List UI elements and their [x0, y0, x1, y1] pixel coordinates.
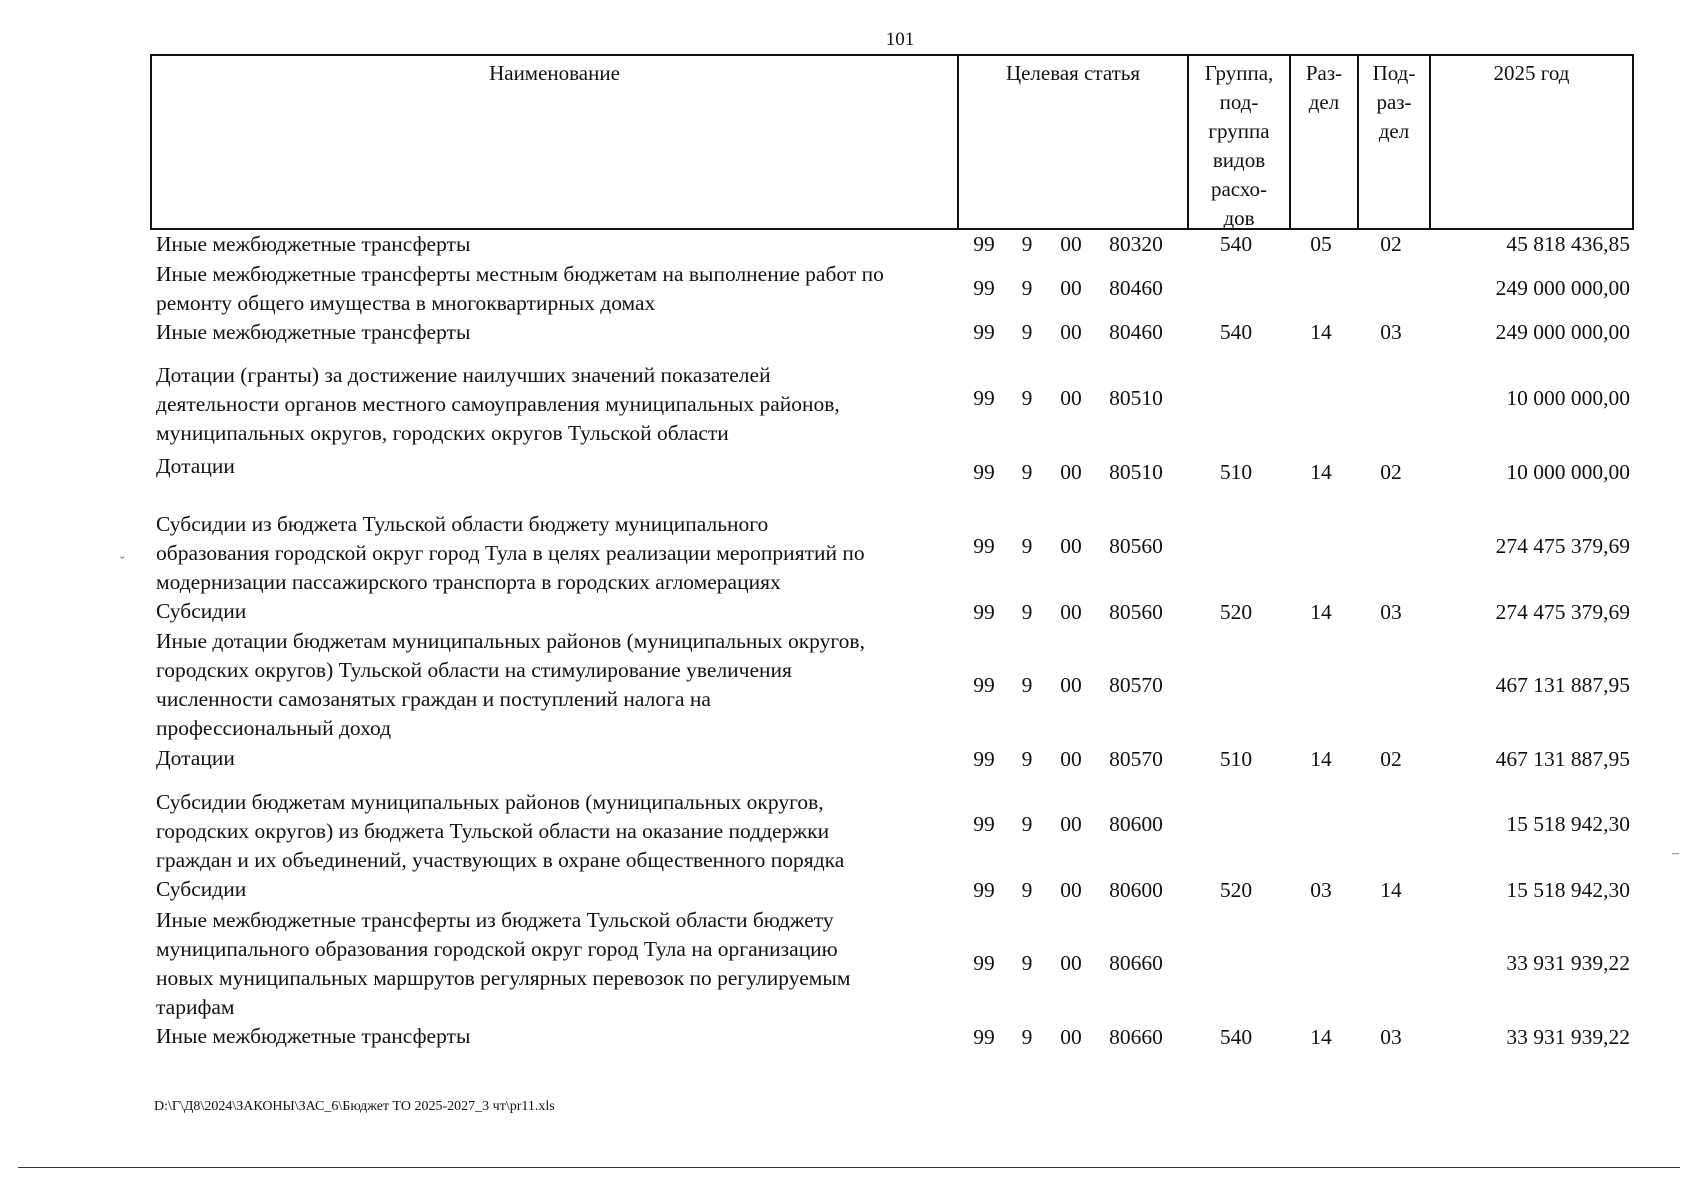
cell-group [1185, 259, 1287, 318]
margin-mark: – [1672, 846, 1679, 861]
row-name-line: ремонту общего имущества в многоквартирных домах [156, 291, 656, 315]
cell-amount: 274 475 379,69 [1495, 599, 1630, 624]
table-body [150, 230, 1634, 1052]
table-row [150, 744, 1634, 774]
header-name: Наименование [489, 61, 620, 85]
cell-subsection: 14 [1380, 877, 1402, 902]
row-name-line: Иные межбюджетные трансферты [156, 232, 471, 256]
cell-subsection: 03 [1380, 320, 1402, 344]
cell-section: 14 [1310, 599, 1332, 624]
table-row [150, 230, 1634, 259]
table-row [150, 627, 1634, 744]
header-group [1187, 56, 1289, 228]
cell-c3: 00 [1060, 1024, 1082, 1049]
cell-c4: 80570 [1109, 746, 1163, 771]
header-subsection-line: раз- [1376, 90, 1412, 114]
cell-c2: 9 [1021, 877, 1033, 902]
header-subsection-line: Под- [1372, 61, 1416, 85]
table-row [150, 905, 1634, 1022]
cell-section: 14 [1310, 320, 1332, 344]
cell-c2: 9 [1021, 232, 1033, 256]
cell-subsection: 02 [1380, 459, 1402, 484]
page-number: 101 [885, 29, 915, 50]
header-target-article: Целевая статья [957, 56, 1187, 228]
row-name-line: городских округов) из бюджета Тульской области на оказание поддержки [156, 819, 830, 843]
row-name-line: Иные межбюджетные трансферты местным бюджетам на выполнение работ по [156, 262, 884, 286]
file-path: D:\Г\Д8\2024\ЗАКОНЫ\ЗАС_6\Бюджет ТО 2025-2027_3 чт\pr11.xls [154, 1099, 555, 1114]
cell-c4: 80510 [1109, 459, 1163, 484]
cell-c1: 99 [973, 673, 995, 697]
cell-section [1287, 259, 1355, 318]
cell-amount: 45 818 436,85 [1506, 232, 1630, 256]
header-group-line: расхо- [1210, 177, 1268, 201]
cell-c3: 00 [1060, 533, 1082, 558]
cell-c3: 00 [1060, 459, 1082, 484]
cell-c3: 00 [1060, 673, 1082, 697]
cell-c4: 80660 [1109, 1024, 1163, 1049]
cell-c3: 00 [1060, 232, 1082, 256]
row-name [156, 788, 956, 875]
cell-c3: 00 [1060, 746, 1082, 771]
cell-group: 510 [1219, 746, 1253, 771]
cell-c1: 99 [973, 385, 995, 410]
row-name-line: муниципальных округов, городских округов Тульской области [156, 421, 729, 445]
row-name-line: тарифам [156, 995, 235, 1019]
cell-c2: 9 [1021, 746, 1033, 771]
cell-c4: 80570 [1109, 673, 1163, 697]
row-name-line: деятельности органов местного самоуправления муниципальных районов, [156, 392, 840, 416]
row-name-line: Дотации [156, 454, 235, 478]
cell-c1: 99 [973, 533, 995, 558]
row-name-line: граждан и их объединений, участвующих в охране общественного порядка [156, 848, 845, 872]
cell-group [1185, 905, 1287, 1022]
table-header [150, 54, 1634, 230]
cell-c2: 9 [1021, 533, 1033, 558]
cell-amount: 15 518 942,30 [1506, 812, 1630, 836]
cell-section: 14 [1310, 459, 1332, 484]
row-name-line: Субсидии из бюджета Тульской области бюджету муниципального [156, 512, 769, 536]
cell-amount: 10 000 000,00 [1506, 385, 1630, 410]
cell-c1: 99 [973, 746, 995, 771]
cell-subsection: 02 [1380, 232, 1402, 256]
cell-group: 540 [1219, 320, 1253, 344]
cell-group: 520 [1219, 599, 1253, 624]
cell-subsection: 03 [1380, 1024, 1402, 1049]
cell-section [1287, 347, 1355, 449]
row-name [156, 906, 956, 1022]
cell-c4: 80460 [1109, 276, 1163, 300]
row-name-line: Иные межбюджетные трансферты [156, 320, 471, 344]
cell-amount: 467 131 887,95 [1495, 673, 1630, 697]
row-name [156, 230, 956, 259]
header-section-line: дел [1308, 90, 1340, 114]
cell-c4: 80510 [1109, 385, 1163, 410]
header-subsection-line: дел [1378, 119, 1410, 143]
cell-c4: 80560 [1109, 533, 1163, 558]
row-name-line: Субсидии [156, 877, 247, 901]
row-name-line: Дотации (гранты) за достижение наилучших значений показателей [156, 363, 771, 387]
table-row [150, 449, 1634, 495]
cell-c4: 80460 [1109, 320, 1163, 344]
cell-c1: 99 [973, 877, 995, 902]
cell-c4: 80660 [1109, 951, 1163, 975]
row-name-line: Субсидии бюджетам муниципальных районов (муниципальных округов, [156, 790, 824, 814]
cell-section [1287, 627, 1355, 744]
cell-section [1287, 774, 1355, 875]
cell-section [1287, 495, 1355, 597]
header-section-line: Раз- [1305, 61, 1343, 85]
cell-c2: 9 [1021, 459, 1033, 484]
row-name [156, 260, 956, 318]
table-row [150, 318, 1634, 347]
cell-c2: 9 [1021, 320, 1033, 344]
table-row [150, 259, 1634, 318]
cell-c1: 99 [973, 276, 995, 300]
table-row [150, 347, 1634, 449]
row-name-line: Иные межбюджетные трансферты из бюджета Тульской области бюджету [156, 908, 834, 932]
cell-c4: 80600 [1109, 877, 1163, 902]
cell-c3: 00 [1060, 877, 1082, 902]
cell-c1: 99 [973, 1024, 995, 1049]
cell-c1: 99 [973, 232, 995, 256]
header-group-line: Группа, [1204, 61, 1274, 85]
margin-mark: ˇ [120, 555, 125, 570]
cell-group [1185, 627, 1287, 744]
bottom-rule [18, 1167, 1680, 1168]
cell-c3: 00 [1060, 320, 1082, 344]
row-name-line: Иные межбюджетные трансферты [156, 1024, 471, 1048]
cell-c1: 99 [973, 459, 995, 484]
row-name-line: Иные дотации бюджетам муниципальных районов (муниципальных округов, [156, 629, 865, 653]
cell-c4: 80320 [1109, 232, 1163, 256]
row-name [156, 361, 956, 448]
row-name-line: муниципального образования городской округ город Тула на организацию [156, 937, 838, 961]
row-name [156, 597, 956, 626]
header-group-line: видов [1212, 148, 1266, 172]
row-name-line: профессиональный доход [156, 716, 392, 740]
cell-group: 510 [1219, 459, 1253, 484]
row-name [156, 744, 956, 773]
cell-amount: 249 000 000,00 [1495, 320, 1630, 344]
table-row [150, 1022, 1634, 1052]
cell-amount: 15 518 942,30 [1506, 877, 1630, 902]
cell-subsection: 03 [1380, 599, 1402, 624]
cell-group [1185, 495, 1287, 597]
table-row [150, 597, 1634, 627]
cell-section: 05 [1310, 232, 1332, 256]
row-name-line: Субсидии [156, 599, 247, 623]
cell-c1: 99 [973, 599, 995, 624]
row-name-line: модернизации пассажирского транспорта в городских агломерациях [156, 570, 781, 594]
row-name [156, 1022, 956, 1051]
cell-section: 14 [1310, 1024, 1332, 1049]
cell-c3: 00 [1060, 812, 1082, 836]
table-row [150, 875, 1634, 905]
row-name-line: городских округов) Тульской области на стимулирование увеличения [156, 658, 792, 682]
table-row [150, 774, 1634, 875]
cell-c2: 9 [1021, 276, 1033, 300]
cell-c4: 80560 [1109, 599, 1163, 624]
cell-c3: 00 [1060, 385, 1082, 410]
cell-group [1185, 774, 1287, 875]
cell-amount: 33 931 939,22 [1506, 1024, 1630, 1049]
cell-c2: 9 [1021, 951, 1033, 975]
cell-group: 540 [1219, 1024, 1253, 1049]
row-name-line: численности самозанятых граждан и поступлений налога на [156, 687, 711, 711]
cell-c2: 9 [1021, 385, 1033, 410]
cell-amount: 467 131 887,95 [1495, 746, 1630, 771]
cell-section: 14 [1310, 746, 1332, 771]
header-group-line: дов [1223, 206, 1255, 230]
row-name-line: образования городской округ город Тула в целях реализации мероприятий по [156, 541, 865, 565]
header-group-line: группа [1208, 119, 1270, 143]
cell-subsection: 02 [1380, 746, 1402, 771]
cell-group: 520 [1219, 877, 1253, 902]
row-name [156, 510, 956, 597]
cell-amount: 10 000 000,00 [1506, 459, 1630, 484]
table-row [150, 495, 1634, 597]
cell-c2: 9 [1021, 1024, 1033, 1049]
cell-amount: 274 475 379,69 [1495, 533, 1630, 558]
row-name [156, 452, 956, 481]
cell-section: 03 [1310, 877, 1332, 902]
header-year: 2025 год [1429, 56, 1632, 228]
cell-c2: 9 [1021, 673, 1033, 697]
cell-amount: 249 000 000,00 [1495, 276, 1630, 300]
cell-c1: 99 [973, 320, 995, 344]
cell-group: 540 [1219, 232, 1253, 256]
cell-group [1185, 347, 1287, 449]
cell-amount: 33 931 939,22 [1506, 951, 1630, 975]
header-group-line: под- [1219, 90, 1259, 114]
row-name [156, 318, 956, 347]
cell-c2: 9 [1021, 599, 1033, 624]
row-name-line: Дотации [156, 746, 235, 770]
header-subsection [1357, 56, 1429, 228]
cell-c1: 99 [973, 812, 995, 836]
row-name-line: новых муниципальных маршрутов регулярных перевозок по регулируемым [156, 966, 851, 990]
row-name [156, 875, 956, 904]
cell-c2: 9 [1021, 812, 1033, 836]
cell-c1: 99 [973, 951, 995, 975]
cell-c3: 00 [1060, 276, 1082, 300]
cell-c4: 80600 [1109, 812, 1163, 836]
header-section [1289, 56, 1357, 228]
cell-section [1287, 905, 1355, 1022]
cell-c3: 00 [1060, 951, 1082, 975]
row-name [156, 627, 956, 743]
cell-c3: 00 [1060, 599, 1082, 624]
